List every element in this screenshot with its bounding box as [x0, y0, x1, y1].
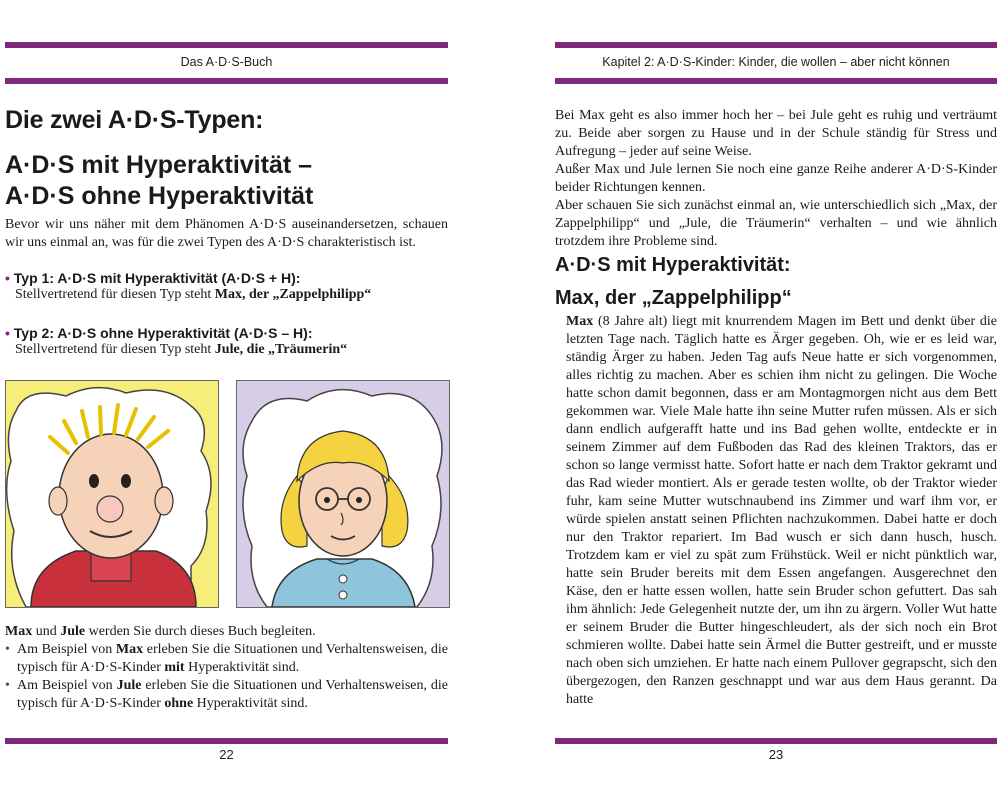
- subtitle-line-2: A·D·S ohne Hyperaktivität: [5, 182, 314, 210]
- right-top-rule-lower: [555, 78, 997, 84]
- bullet-dot: •: [5, 325, 10, 341]
- chapter-subtitle: [5, 150, 313, 212]
- jule-illustration: [236, 380, 450, 608]
- story-name: Max: [566, 314, 594, 329]
- intro-paragraph: Bevor wir uns näher mit dem Phänomen A·D·S auseinandersetzen, schauen wir uns einmal an, was für die zwei Typen des A·D·S charakteristisch ist.: [5, 217, 448, 250]
- example-bullets: [5, 641, 448, 713]
- type1-heading: Typ 1: A·D·S mit Hyperaktivität (A·D·S + H):: [13, 270, 301, 286]
- max-illustration: [5, 380, 219, 608]
- left-top-rule-upper: [5, 42, 448, 48]
- subtitle-line-1: A·D·S mit Hyperaktivität –: [5, 151, 313, 179]
- jule-drawing: [237, 381, 449, 607]
- story-text: [566, 313, 997, 709]
- intro-paragraph-1: Bei Max geht es also immer hoch her – bei Jule geht es ruhig und verträumt zu. Beide aber sorgen zu Hause und in der Schule ständig für Stress und Aufregung – jeder auf seine Weise.: [555, 108, 997, 159]
- left-running-head: Das A·D·S-Buch: [180, 55, 273, 69]
- section-subheading: Max, der „Zappelphilipp“: [555, 287, 792, 309]
- type1-block: [5, 270, 448, 304]
- max-drawing: [6, 381, 218, 607]
- left-top-rule-lower: [5, 78, 448, 84]
- type2-name: Jule, die „Träumerin“: [214, 342, 348, 357]
- type2-text: Stellvertretend für diesen Typ steht: [15, 342, 215, 357]
- type1-name: Max, der „Zappelphilipp“: [214, 287, 372, 302]
- right-top-rule-upper: [555, 42, 997, 48]
- section-heading: A·D·S mit Hyperaktivität:: [555, 254, 791, 276]
- list-item: • Am Beispiel von Max erleben Sie die Situationen und Verhaltensweisen, die typisch für A·D·S-Kinder mit Hyperaktivität sind.: [5, 641, 448, 677]
- intro-paragraph-2: Außer Max und Jule lernen Sie noch eine ganze Reihe anderer A·D·S-Kinder beider Richtungen kennen.: [555, 162, 997, 195]
- left-page-number: 22: [219, 747, 234, 762]
- list-item: • Am Beispiel von Jule erleben Sie die Situationen und Verhaltensweisen, die typisch für A·D·S-Kinder ohne Hyperaktivität sind.: [5, 677, 448, 713]
- story-body: (8 Jahre alt) liegt mit knurrendem Magen im Bett und denkt über die letzten Tage nach. Täglich hatte es Ärger gegeben. Oh, wie er es leid war, ständig Ärger zu haben. Jeden Tag aufs Neue hatte er sich vorgenommen, alles richtig zu machen. Aber es schien ihm nicht zu gelingen. Die Woche hatte schon damit begonnen, dass er am Montagmorgen nicht aus dem Bett gekommen war. Viele Male hatte ihn seine Mutter rufen müssen. Als er sich dann endlich aufgerafft hatte und ins Bad gehen wollte, entdeckte er in seinem Zimmer auf dem Fußboden das Rad des kleinen Traktors, das er schon so lange vermisst hatte. Sofort hatte er nach dem Traktor gekramt und das Rad wieder montiert. Als er gerade testen wollte, ob der Traktor wieder fuhr, kam seine Mutter wutschnaubend ins Zimmer und warf ihm vor, er würde spielen anstatt seinen Pflichten nachzukommen. Dabei hatte er doch nur den Traktor repariert. Im Bad wusch er sich dann husch, husch. Trotzdem kam er viel zu spät zum Frühstück. Weil er nicht pünktlich war, hatte sein Bruder bereits mit dem Essen angefangen. Ausgerechnet den Käse, den er hatte essen wollen, hatte sein Bruder schon gefuttert. Das sah ihm ähnlich: Jede Gelegenheit nutzte der, um ihn zu ärgern. Voller Wut hatte er seinem Bruder die Butter hingeschleudert, als der sich noch ein Brot schmieren wollte. Dabei hatte sein Ärmel die Butter gestreift, und er musste nach oben sich umziehen. Er hatte nach einem Pullover gegrapscht, sich den übergezogen, den Ranzen geschnappt und war aus dem Haus gerannt. Da hatte: [566, 314, 997, 707]
- left-bottom-rule: [5, 738, 448, 744]
- bullet-dot: •: [5, 270, 10, 286]
- right-running-head: Kapitel 2: A·D·S-Kinder: Kinder, die wollen – aber nicht können: [602, 55, 950, 69]
- chapter-title: Die zwei A·D·S-Typen:: [5, 106, 264, 134]
- type1-text: Stellvertretend für diesen Typ steht: [15, 287, 215, 302]
- right-bottom-rule: [555, 738, 997, 744]
- type2-block: [5, 325, 448, 359]
- intro-paragraph-3: Aber schauen Sie sich zunächst einmal an, wie unterschiedlich sich „Max, der Zappelphilipp“ und „Jule, die Träumerin“ verhalten – und wie ähnlich trotzdem ihre Probleme sind.: [555, 198, 997, 249]
- right-intro: [555, 107, 997, 251]
- type2-heading: Typ 2: A·D·S ohne Hyperaktivität (A·D·S – H):: [13, 325, 313, 341]
- right-page-number: 23: [768, 747, 784, 762]
- accompany-text: Max und Jule werden Sie durch dieses Buch begleiten.: [5, 624, 316, 639]
